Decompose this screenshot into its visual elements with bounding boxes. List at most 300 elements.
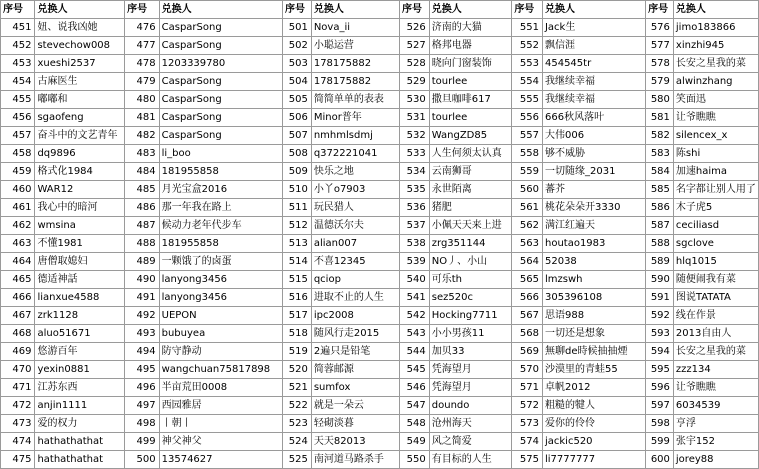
redeemer-cell[interactable]: bubuyea [159,325,282,343]
redeemer-cell[interactable]: tourlee [429,109,512,127]
seq-cell[interactable]: 582 [646,127,674,145]
redeemer-cell[interactable]: 有目标的人生 [429,451,512,469]
redeemer-cell[interactable]: nmhmlsdmj [311,127,399,145]
redeemer-cell[interactable]: alwinzhang [673,73,758,91]
redeemer-cell[interactable]: ipc2008 [311,307,399,325]
seq-cell[interactable]: 519 [283,343,312,361]
seq-cell[interactable]: 523 [283,415,312,433]
seq-cell[interactable]: 588 [646,235,674,253]
redeemer-cell[interactable]: 格式化1984 [35,163,125,181]
seq-cell[interactable]: 553 [512,55,543,73]
seq-cell[interactable]: 565 [512,271,543,289]
column-header-name[interactable]: 兑换人 [35,1,125,19]
redeemer-cell[interactable]: 妞、说我凶她 [35,19,125,37]
seq-cell[interactable]: 479 [125,73,159,91]
redeemer-cell[interactable]: jackic520 [542,433,645,451]
redeemer-cell[interactable]: tourlee [429,73,512,91]
seq-cell[interactable]: 514 [283,253,312,271]
redeemer-cell[interactable]: 思语988 [542,307,645,325]
seq-cell[interactable]: 466 [1,289,35,307]
seq-cell[interactable]: 493 [125,325,159,343]
redeemer-cell[interactable]: 粗糙的犍人 [542,397,645,415]
seq-cell[interactable]: 460 [1,181,35,199]
redeemer-cell[interactable]: houtao1983 [542,235,645,253]
redeemer-cell[interactable]: 一颗饿了的卤蛋 [159,253,282,271]
redeemer-cell[interactable]: 格邦电器 [429,37,512,55]
seq-cell[interactable]: 513 [283,235,312,253]
seq-cell[interactable]: 483 [125,145,159,163]
seq-cell[interactable]: 512 [283,217,312,235]
seq-cell[interactable]: 468 [1,325,35,343]
seq-cell[interactable]: 585 [646,181,674,199]
seq-cell[interactable]: 525 [283,451,312,469]
redeemer-cell[interactable]: 名字都让别人用了 [673,181,758,199]
redeemer-cell[interactable]: Hocking7711 [429,307,512,325]
seq-cell[interactable]: 521 [283,379,312,397]
redeemer-cell[interactable]: 张宇152 [673,433,758,451]
redeemer-cell[interactable]: 那一年我在路上 [159,199,282,217]
seq-cell[interactable]: 578 [646,55,674,73]
redeemer-cell[interactable]: UEPON [159,307,282,325]
redeemer-cell[interactable]: 卓帆2012 [542,379,645,397]
seq-cell[interactable]: 471 [1,379,35,397]
seq-cell[interactable]: 552 [512,37,543,55]
seq-cell[interactable]: 489 [125,253,159,271]
redeemer-cell[interactable]: Minor普年 [311,109,399,127]
seq-cell[interactable]: 499 [125,433,159,451]
seq-cell[interactable]: 497 [125,397,159,415]
seq-cell[interactable]: 487 [125,217,159,235]
column-header-seq[interactable]: 序号 [125,1,159,19]
redeemer-cell[interactable]: CasparSong [159,127,282,145]
redeemer-cell[interactable]: 满江红遍天 [542,217,645,235]
seq-cell[interactable]: 536 [400,199,430,217]
redeemer-cell[interactable]: 济南的大猫 [429,19,512,37]
seq-cell[interactable]: 562 [512,217,543,235]
seq-cell[interactable]: 511 [283,199,312,217]
seq-cell[interactable]: 515 [283,271,312,289]
redeemer-cell[interactable]: 木子虎5 [673,199,758,217]
redeemer-cell[interactable]: 凭海望月 [429,361,512,379]
seq-cell[interactable]: 522 [283,397,312,415]
seq-cell[interactable]: 577 [646,37,674,55]
seq-cell[interactable]: 537 [400,217,430,235]
seq-cell[interactable]: 540 [400,271,430,289]
seq-cell[interactable]: 452 [1,37,35,55]
seq-cell[interactable]: 561 [512,199,543,217]
seq-cell[interactable]: 508 [283,145,312,163]
seq-cell[interactable]: 461 [1,199,35,217]
redeemer-cell[interactable]: 简蓉邮源 [311,361,399,379]
redeemer-cell[interactable]: 小丫o7903 [311,181,399,199]
seq-cell[interactable]: 457 [1,127,35,145]
column-header-seq[interactable]: 序号 [512,1,543,19]
seq-cell[interactable]: 572 [512,397,543,415]
seq-cell[interactable]: 556 [512,109,543,127]
seq-cell[interactable]: 500 [125,451,159,469]
redeemer-cell[interactable]: 178175882 [311,55,399,73]
redeemer-cell[interactable]: 嘟嘟和 [35,91,125,109]
seq-cell[interactable]: 600 [646,451,674,469]
seq-cell[interactable]: 564 [512,253,543,271]
seq-cell[interactable]: 573 [512,415,543,433]
seq-cell[interactable]: 520 [283,361,312,379]
seq-cell[interactable]: 459 [1,163,35,181]
redeemer-cell[interactable]: ceciliasd [673,217,758,235]
redeemer-cell[interactable]: 2遍只是铅笔 [311,343,399,361]
seq-cell[interactable]: 581 [646,109,674,127]
seq-cell[interactable]: 463 [1,235,35,253]
seq-cell[interactable]: 464 [1,253,35,271]
redeemer-cell[interactable]: 可乐th [429,271,512,289]
redeemer-cell[interactable]: 南河道马路杀手 [311,451,399,469]
redeemer-cell[interactable]: li_boo [159,145,282,163]
redeemer-cell[interactable]: 玩民猎人 [311,199,399,217]
seq-cell[interactable]: 454 [1,73,35,91]
redeemer-cell[interactable]: 丨朝丨 [159,415,282,433]
redeemer-cell[interactable]: 飘信涯 [542,37,645,55]
redeemer-cell[interactable]: 爱的权力 [35,415,125,433]
redeemer-cell[interactable]: WangZD85 [429,127,512,145]
redeemer-cell[interactable]: zrk1128 [35,307,125,325]
redeemer-cell[interactable]: wangchuan75817898 [159,361,282,379]
seq-cell[interactable]: 482 [125,127,159,145]
redeemer-cell[interactable]: Jack生 [542,19,645,37]
redeemer-cell[interactable]: 随风行走2015 [311,325,399,343]
redeemer-cell[interactable]: 线在作景 [673,307,758,325]
seq-cell[interactable]: 472 [1,397,35,415]
column-header-name[interactable]: 兑换人 [673,1,758,19]
redeemer-cell[interactable]: dq9896 [35,145,125,163]
seq-cell[interactable]: 566 [512,289,543,307]
redeemer-cell[interactable]: li7777777 [542,451,645,469]
redeemer-cell[interactable]: 快乐之地 [311,163,399,181]
seq-cell[interactable]: 517 [283,307,312,325]
redeemer-cell[interactable]: 神父神父 [159,433,282,451]
seq-cell[interactable]: 491 [125,289,159,307]
redeemer-cell[interactable]: 笑面迅 [673,91,758,109]
redeemer-cell[interactable]: 撒旦咖啡617 [429,91,512,109]
seq-cell[interactable]: 456 [1,109,35,127]
seq-cell[interactable]: 527 [400,37,430,55]
redeemer-cell[interactable]: 181955858 [159,163,282,181]
redeemer-cell[interactable]: 305396108 [542,289,645,307]
redeemer-cell[interactable]: hlq1015 [673,253,758,271]
seq-cell[interactable]: 559 [512,163,543,181]
redeemer-cell[interactable]: 666秋风落叶 [542,109,645,127]
redeemer-cell[interactable]: lanyong3456 [159,289,282,307]
seq-cell[interactable]: 462 [1,217,35,235]
seq-cell[interactable]: 533 [400,145,430,163]
redeemer-cell[interactable]: 小小男孩11 [429,325,512,343]
seq-cell[interactable]: 488 [125,235,159,253]
seq-cell[interactable]: 568 [512,325,543,343]
redeemer-cell[interactable]: 無聊de時候抽抽煙 [542,343,645,361]
redeemer-cell[interactable]: 风之简爱 [429,433,512,451]
redeemer-cell[interactable]: 小佩天天来上进 [429,217,512,235]
redeemer-cell[interactable]: 52038 [542,253,645,271]
redeemer-cell[interactable]: 悠游百年 [35,343,125,361]
redeemer-cell[interactable]: 454545tr [542,55,645,73]
seq-cell[interactable]: 492 [125,307,159,325]
seq-cell[interactable]: 593 [646,325,674,343]
seq-cell[interactable]: 516 [283,289,312,307]
seq-cell[interactable]: 486 [125,199,159,217]
redeemer-cell[interactable]: 候动力老年代步车 [159,217,282,235]
redeemer-cell[interactable]: qciop [311,271,399,289]
seq-cell[interactable]: 541 [400,289,430,307]
redeemer-cell[interactable]: 够不威胁 [542,145,645,163]
redeemer-cell[interactable]: jimo183866 [673,19,758,37]
redeemer-cell[interactable]: 凭海望月 [429,379,512,397]
redeemer-cell[interactable]: 长安之星我的菜 [673,343,758,361]
redeemer-cell[interactable]: 猪肥 [429,199,512,217]
seq-cell[interactable]: 476 [125,19,159,37]
seq-cell[interactable]: 557 [512,127,543,145]
redeemer-cell[interactable]: 轻砌淡暮 [311,415,399,433]
seq-cell[interactable]: 465 [1,271,35,289]
redeemer-cell[interactable]: 沙漠里的青蛙55 [542,361,645,379]
redeemer-cell[interactable]: sgclove [673,235,758,253]
seq-cell[interactable]: 451 [1,19,35,37]
redeemer-cell[interactable]: 德适神話 [35,271,125,289]
redeemer-cell[interactable]: lianxue4588 [35,289,125,307]
redeemer-cell[interactable]: 小聪运营 [311,37,399,55]
seq-cell[interactable]: 542 [400,307,430,325]
seq-cell[interactable]: 551 [512,19,543,37]
seq-cell[interactable]: 599 [646,433,674,451]
redeemer-cell[interactable]: Nova_ii [311,19,399,37]
redeemer-cell[interactable]: 我心中的暗河 [35,199,125,217]
seq-cell[interactable]: 575 [512,451,543,469]
seq-cell[interactable]: 484 [125,163,159,181]
redeemer-cell[interactable]: zrg351144 [429,235,512,253]
seq-cell[interactable]: 574 [512,433,543,451]
seq-cell[interactable]: 473 [1,415,35,433]
seq-cell[interactable]: 534 [400,163,430,181]
column-header-seq[interactable]: 序号 [400,1,430,19]
redeemer-cell[interactable]: 爱你的伶伶 [542,415,645,433]
redeemer-cell[interactable]: stevechow008 [35,37,125,55]
seq-cell[interactable]: 526 [400,19,430,37]
seq-cell[interactable]: 531 [400,109,430,127]
redeemer-cell[interactable]: 让爷瞧瞧 [673,109,758,127]
seq-cell[interactable]: 592 [646,307,674,325]
seq-cell[interactable]: 558 [512,145,543,163]
seq-cell[interactable]: 509 [283,163,312,181]
seq-cell[interactable]: 480 [125,91,159,109]
redeemer-cell[interactable]: CasparSong [159,91,282,109]
seq-cell[interactable]: 598 [646,415,674,433]
column-header-seq[interactable]: 序号 [646,1,674,19]
seq-cell[interactable]: 547 [400,397,430,415]
seq-cell[interactable]: 503 [283,55,312,73]
redeemer-cell[interactable]: 奋斗中的文艺青年 [35,127,125,145]
seq-cell[interactable]: 591 [646,289,674,307]
seq-cell[interactable]: 576 [646,19,674,37]
seq-cell[interactable]: 524 [283,433,312,451]
seq-cell[interactable]: 595 [646,361,674,379]
seq-cell[interactable]: 549 [400,433,430,451]
column-header-seq[interactable]: 序号 [283,1,312,19]
seq-cell[interactable]: 597 [646,397,674,415]
column-header-seq[interactable]: 序号 [1,1,35,19]
seq-cell[interactable]: 587 [646,217,674,235]
redeemer-cell[interactable]: 一切随缘_2031 [542,163,645,181]
column-header-name[interactable]: 兑换人 [159,1,282,19]
seq-cell[interactable]: 453 [1,55,35,73]
redeemer-cell[interactable]: 古麻医生 [35,73,125,91]
seq-cell[interactable]: 467 [1,307,35,325]
seq-cell[interactable]: 596 [646,379,674,397]
seq-cell[interactable]: 518 [283,325,312,343]
seq-cell[interactable]: 529 [400,73,430,91]
seq-cell[interactable]: 560 [512,181,543,199]
redeemer-cell[interactable]: 蕃芥 [542,181,645,199]
redeemer-cell[interactable]: CasparSong [159,37,282,55]
seq-cell[interactable]: 535 [400,181,430,199]
redeemer-cell[interactable]: sumfox [311,379,399,397]
redeemer-cell[interactable]: CasparSong [159,109,282,127]
redeemer-cell[interactable]: 云南狮哥 [429,163,512,181]
redeemer-cell[interactable]: 温德沃尔夫 [311,217,399,235]
redeemer-cell[interactable]: 6034539 [673,397,758,415]
redeemer-cell[interactable]: wmsina [35,217,125,235]
redeemer-cell[interactable]: zzz134 [673,361,758,379]
redeemer-cell[interactable]: 陈shi [673,145,758,163]
redeemer-cell[interactable]: hathathathat [35,433,125,451]
seq-cell[interactable]: 504 [283,73,312,91]
redeemer-cell[interactable]: 我继续幸福 [542,73,645,91]
redeemer-cell[interactable]: xinzhi945 [673,37,758,55]
seq-cell[interactable]: 546 [400,379,430,397]
seq-cell[interactable]: 539 [400,253,430,271]
seq-cell[interactable]: 586 [646,199,674,217]
redeemer-cell[interactable]: 就是一朵云 [311,397,399,415]
redeemer-cell[interactable]: 沧州海天 [429,415,512,433]
redeemer-cell[interactable]: 随便闹我有菜 [673,271,758,289]
redeemer-cell[interactable]: NO丿、小山 [429,253,512,271]
seq-cell[interactable]: 478 [125,55,159,73]
seq-cell[interactable]: 584 [646,163,674,181]
redeemer-cell[interactable]: WAR12 [35,181,125,199]
redeemer-cell[interactable]: 不懂1981 [35,235,125,253]
redeemer-cell[interactable]: 13574627 [159,451,282,469]
seq-cell[interactable]: 571 [512,379,543,397]
redeemer-cell[interactable]: 大伟006 [542,127,645,145]
redeemer-cell[interactable]: 人生何须太认真 [429,145,512,163]
seq-cell[interactable]: 458 [1,145,35,163]
seq-cell[interactable]: 563 [512,235,543,253]
seq-cell[interactable]: 590 [646,271,674,289]
seq-cell[interactable]: 580 [646,91,674,109]
redeemer-cell[interactable]: 长安之星我的菜 [673,55,758,73]
seq-cell[interactable]: 494 [125,343,159,361]
seq-cell[interactable]: 555 [512,91,543,109]
redeemer-cell[interactable]: 防守静动 [159,343,282,361]
seq-cell[interactable]: 496 [125,379,159,397]
seq-cell[interactable]: 594 [646,343,674,361]
redeemer-cell[interactable]: 永世陌离 [429,181,512,199]
seq-cell[interactable]: 583 [646,145,674,163]
seq-cell[interactable]: 475 [1,451,35,469]
seq-cell[interactable]: 495 [125,361,159,379]
redeemer-cell[interactable]: 天天82013 [311,433,399,451]
seq-cell[interactable]: 455 [1,91,35,109]
redeemer-cell[interactable]: xueshi2537 [35,55,125,73]
redeemer-cell[interactable]: 加速haima [673,163,758,181]
seq-cell[interactable]: 498 [125,415,159,433]
seq-cell[interactable]: 579 [646,73,674,91]
redeemer-cell[interactable]: anjin1111 [35,397,125,415]
seq-cell[interactable]: 544 [400,343,430,361]
redeemer-cell[interactable]: 简简单单的表表 [311,91,399,109]
redeemer-cell[interactable]: CasparSong [159,19,282,37]
redeemer-cell[interactable]: 月光宝盒2016 [159,181,282,199]
seq-cell[interactable]: 589 [646,253,674,271]
seq-cell[interactable]: 477 [125,37,159,55]
redeemer-cell[interactable]: hathathathat [35,451,125,469]
seq-cell[interactable]: 550 [400,451,430,469]
seq-cell[interactable]: 490 [125,271,159,289]
redeemer-cell[interactable]: silencex_x [673,127,758,145]
redeemer-cell[interactable]: lmzswh [542,271,645,289]
seq-cell[interactable]: 469 [1,343,35,361]
redeemer-cell[interactable]: aluo51671 [35,325,125,343]
redeemer-cell[interactable]: 进取不止的人生 [311,289,399,307]
seq-cell[interactable]: 481 [125,109,159,127]
redeemer-cell[interactable]: q372221041 [311,145,399,163]
redeemer-cell[interactable]: 1203339780 [159,55,282,73]
redeemer-cell[interactable]: CasparSong [159,73,282,91]
seq-cell[interactable]: 474 [1,433,35,451]
seq-cell[interactable]: 543 [400,325,430,343]
redeemer-cell[interactable]: jorey88 [673,451,758,469]
seq-cell[interactable]: 485 [125,181,159,199]
redeemer-cell[interactable]: sez520c [429,289,512,307]
redeemer-cell[interactable]: 178175882 [311,73,399,91]
seq-cell[interactable]: 567 [512,307,543,325]
redeemer-cell[interactable]: 181955858 [159,235,282,253]
redeemer-cell[interactable]: sgaofeng [35,109,125,127]
seq-cell[interactable]: 570 [512,361,543,379]
redeemer-cell[interactable]: 2013自由人 [673,325,758,343]
seq-cell[interactable]: 502 [283,37,312,55]
redeemer-cell[interactable]: 西园雅居 [159,397,282,415]
seq-cell[interactable]: 538 [400,235,430,253]
seq-cell[interactable]: 507 [283,127,312,145]
column-header-name[interactable]: 兑换人 [311,1,399,19]
seq-cell[interactable]: 548 [400,415,430,433]
redeemer-cell[interactable]: 桃花朵朵开3330 [542,199,645,217]
redeemer-cell[interactable]: 不喜12345 [311,253,399,271]
redeemer-cell[interactable]: yexin0881 [35,361,125,379]
seq-cell[interactable]: 528 [400,55,430,73]
redeemer-cell[interactable]: 让爷瞧瞧 [673,379,758,397]
seq-cell[interactable]: 501 [283,19,312,37]
redeemer-cell[interactable]: lanyong3456 [159,271,282,289]
redeemer-cell[interactable]: 半亩荒田0008 [159,379,282,397]
redeemer-cell[interactable]: 亨浮 [673,415,758,433]
seq-cell[interactable]: 470 [1,361,35,379]
seq-cell[interactable]: 545 [400,361,430,379]
seq-cell[interactable]: 510 [283,181,312,199]
redeemer-cell[interactable]: 图说TATATA [673,289,758,307]
column-header-name[interactable]: 兑换人 [542,1,645,19]
redeemer-cell[interactable]: 江苏东西 [35,379,125,397]
seq-cell[interactable]: 530 [400,91,430,109]
redeemer-cell[interactable]: alian007 [311,235,399,253]
